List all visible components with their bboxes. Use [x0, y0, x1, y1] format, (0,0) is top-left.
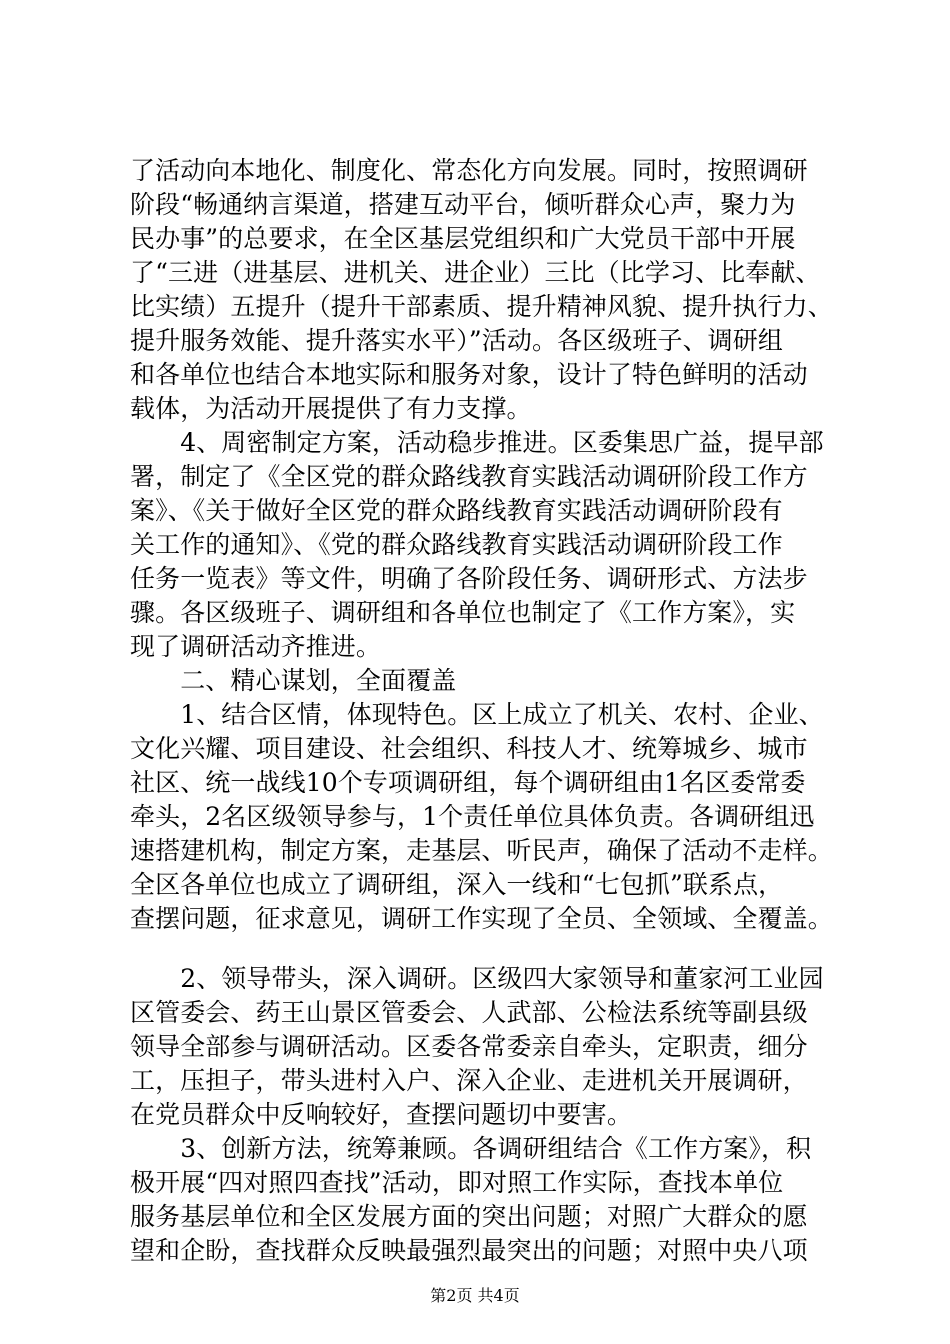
body-text-line: 社区、统一战线10个专项调研组，每个调研组由1名区委常委	[130, 768, 806, 797]
body-text-line: 关工作的通知》、《党的群众路线教育实践活动调研阶段工作	[130, 530, 783, 559]
body-text-line: 区管委会、药王山景区管委会、人武部、公检法系统等副县级	[130, 998, 808, 1027]
body-text-line: 全区各单位也成立了调研组，深入一线和“七包抓”联系点，	[130, 870, 784, 899]
body-text-line: 阶段“畅通纳言渠道，搭建互动平台，倾听群众心声，聚力为	[130, 190, 796, 219]
body-text-line: 牵头，2名区级领导参与，1个责任单位具体负责。各调研组迅	[130, 802, 815, 831]
body-text-line: 了活动向本地化、制度化、常态化方向发展。同时，按照调研	[130, 156, 808, 185]
body-text-line: 查摆问题，征求意见，调研工作实现了全员、全领域、全覆盖。	[130, 904, 833, 933]
body-text-line: 服务基层单位和全区发展方面的突出问题；对照广大群众的愿	[130, 1202, 808, 1231]
body-text-line: 速搭建机构，制定方案，走基层、听民声，确保了活动不走样。	[130, 836, 833, 865]
body-text-line: 望和企盼，查找群众反映最强烈最突出的问题；对照中央八项	[130, 1236, 808, 1265]
body-text-line: 署，制定了《全区党的群众路线教育实践活动调研阶段工作方	[130, 462, 808, 491]
body-text-line: 工，压担子，带头进村入户、深入企业、走进机关开展调研，	[130, 1066, 808, 1095]
body-text-line: 1、结合区情，体现特色。区上成立了机关、农村、企业、	[130, 700, 824, 729]
section-heading: 二、精心谋划，全面覆盖	[130, 666, 457, 695]
body-text-line: 案》、《关于做好全区党的群众路线教育实践活动调研阶段有	[130, 496, 783, 525]
body-text-line: 任务一览表》等文件，明确了各阶段任务、调研形式、方法步	[130, 564, 808, 593]
body-text-line: 了“三进（进基层、进机关、进企业）三比（比学习、比奉献、	[130, 258, 821, 287]
body-text-line: 2、领导带头，深入调研。区级四大家领导和董家河工业园	[130, 964, 824, 993]
body-text-line: 4、周密制定方案，活动稳步推进。区委集思广益，提早部	[130, 428, 824, 457]
body-text-line: 文化兴耀、项目建设、社会组织、科技人才、统筹城乡、城市	[130, 734, 808, 763]
body-text-line: 民办事”的总要求，在全区基层党组织和广大党员干部中开展	[130, 224, 796, 253]
body-text-line: 和各单位也结合本地实际和服务对象，设计了特色鲜明的活动	[130, 360, 808, 389]
body-text-line: 在党员群众中反响较好，查摆问题切中要害。	[130, 1100, 633, 1129]
body-text-line: 骤。各区级班子、调研组和各单位也制定了《工作方案》，实	[130, 598, 796, 627]
body-text-line: 提升服务效能、提升落实水平）”活动。各区级班子、调研组	[130, 326, 783, 355]
page-number-footer: 第2页 共4页	[430, 1286, 520, 1305]
body-text-line: 载体，为活动开展提供了有力支撑。	[130, 394, 532, 423]
body-text-line: 极开展“四对照四查找”活动，即对照工作实际，查找本单位	[130, 1168, 784, 1197]
body-text-line: 现了调研活动齐推进。	[130, 632, 382, 661]
body-text-line: 领导全部参与调研活动。区委各常委亲自牵头，定职责，细分	[130, 1032, 808, 1061]
body-text-line: 3、创新方法，统筹兼顾。各调研组结合《工作方案》，积	[130, 1134, 812, 1163]
body-text-line: 比实绩）五提升（提升干部素质、提升精神风貌、提升执行力、	[130, 292, 833, 321]
